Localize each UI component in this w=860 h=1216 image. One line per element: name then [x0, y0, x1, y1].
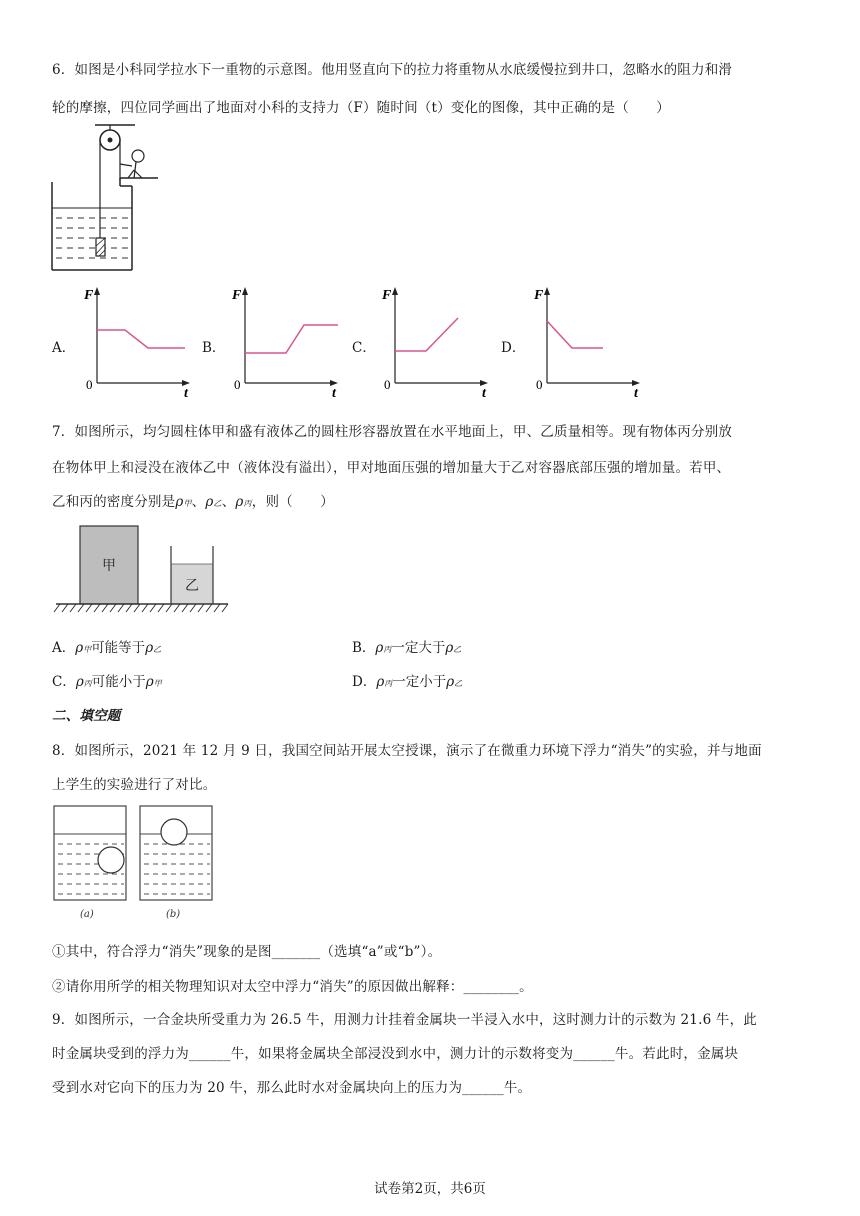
q7-option-b[interactable]: B．ρ丙一定大于ρ乙: [352, 640, 462, 656]
q9-stem-line3: 受到水对它向下的压力为 20 牛，那么此时水对金属块向上的压力为______牛。: [52, 1080, 532, 1096]
q6-option-a-label[interactable]: A．: [52, 340, 76, 356]
q9-stem-line1: 9．如图所示，一合金块所受重力为 26.5 牛，用测力计挂着金属块一半浸入水中，这时测力计的示数为 21.6 牛，此: [52, 1012, 757, 1028]
q7-stem-line1: 7．如图所示，均匀圆柱体甲和盛有液体乙的圆柱形容器放置在水平地面上，甲、乙质量相等。现有物体丙分别放: [52, 424, 733, 440]
q7-option-c[interactable]: C．ρ丙可能小于ρ甲: [52, 674, 162, 690]
q6-c-curve: [395, 318, 458, 351]
q6-b-x-label: t: [332, 386, 336, 401]
q6-graph-a[interactable]: [80, 285, 190, 401]
block-jia-label: 甲: [102, 558, 116, 574]
q6-option-d-label[interactable]: D．: [501, 340, 526, 356]
q9-stem-line2: 时金属块受到的浮力为______牛，如果将金属块全部浸没到水中，测力计的示数将变为______牛。若此时，金属块: [52, 1046, 739, 1062]
q6-b-origin: 0: [234, 377, 241, 392]
q6-option-c-label[interactable]: C．: [352, 340, 376, 356]
q6-graph-c[interactable]: [378, 285, 488, 401]
pulley-well-figure: [50, 120, 170, 280]
cylinder-container-figure: [52, 522, 232, 617]
fig-a-caption: (a): [80, 909, 94, 920]
q6-a-x-label: t: [184, 386, 188, 401]
q7-option-d[interactable]: D．ρ丙一定小于ρ乙: [352, 674, 463, 690]
q6-d-y-label: F: [534, 288, 544, 303]
container-yi-label: 乙: [185, 578, 199, 594]
q8-stem-line1: 8．如图所示，2021 年 12 月 9 日，我国空间站开展太空授课，演示了在微重力环境下浮力“消失”的实验，并与地面: [52, 743, 762, 759]
section-heading: 二、填空题: [52, 708, 121, 724]
q7-stem-line3: 乙和丙的密度分别是ρ甲、ρ乙、ρ丙，则（ ）: [52, 494, 334, 510]
q6-stem-line2: 轮的摩擦，四位同学画出了地面对小科的支持力（F）随时间（t）变化的图像，其中正确的是（ ）: [52, 100, 670, 116]
fig-b-caption: (b): [166, 909, 181, 920]
q6-d-x-label: t: [634, 386, 638, 401]
q8-stem-line2: 上学生的实验进行了对比。: [52, 777, 217, 793]
q6-d-origin: 0: [536, 377, 543, 392]
q6-c-y-label: F: [382, 288, 392, 303]
q8-subquestion-1: ①其中，符合浮力“消失”现象的是图_______（选填“a”或“b”）。: [52, 944, 442, 960]
q7-option-a[interactable]: A．ρ甲可能等于ρ乙: [52, 640, 162, 656]
q6-b-y-label: F: [232, 288, 242, 303]
q6-d-curve: [547, 321, 603, 348]
q6-b-curve: [245, 325, 338, 353]
q6-graph-b[interactable]: [228, 285, 338, 401]
q6-option-b-label[interactable]: B．: [202, 340, 226, 356]
q6-a-y-label: F: [84, 288, 94, 303]
float-experiment-figure: [52, 804, 222, 924]
q6-graph-d[interactable]: [530, 285, 640, 401]
q6-a-curve: [97, 330, 185, 348]
q6-c-x-label: t: [482, 386, 486, 401]
q8-subquestion-2: ②请你用所学的相关物理知识对太空中浮力“消失”的原因做出解释：________。: [52, 979, 533, 995]
page-footer: 试卷第2页，共6页: [374, 1181, 486, 1197]
q7-stem-line2: 在物体甲上和浸没在液体乙中（液体没有溢出），甲对地面压强的增加量大于乙对容器底部压强的增加量。若甲、: [52, 460, 731, 476]
q6-a-origin: 0: [86, 377, 93, 392]
q6-c-origin: 0: [384, 377, 391, 392]
q6-stem-line1: 6．如图是小科同学拉水下一重物的示意图。他用竖直向下的拉力将重物从水底缓慢拉到井口，忽略水的阻力和滑: [52, 62, 733, 78]
